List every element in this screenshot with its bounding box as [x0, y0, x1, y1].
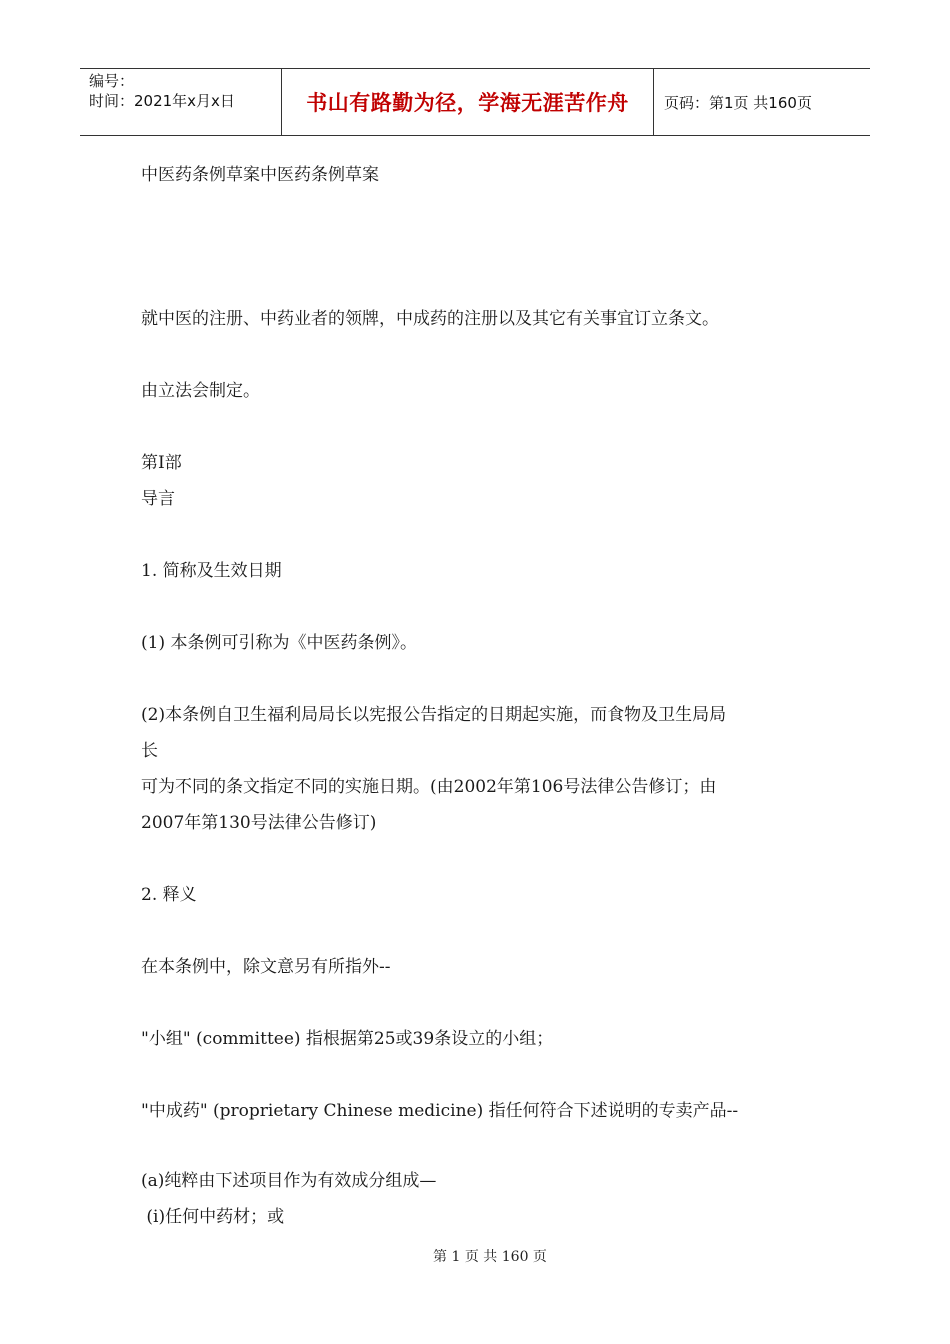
paragraph-text: (2)本条例自卫生福利局局长以宪报公告指定的日期起实施，而食物及卫生局局 — [141, 705, 727, 725]
definition-text: "中成药" (proprietary Chinese medicine) 指任何符合下述说明的专卖产品-- — [141, 1101, 739, 1121]
definition-text: "小组" (committee) 指根据第25或39条设立的小组； — [141, 1029, 554, 1049]
paragraph-text: 在本条例中，除文意另有所指外-- — [141, 957, 391, 977]
part-title: 导言 — [141, 489, 175, 509]
header-meta-cell — [80, 69, 282, 135]
paragraph-text: (a)纯粹由下述项目作为有效成分组成— — [141, 1171, 437, 1191]
enactment-text: 由立法会制定。 — [141, 381, 260, 401]
header-page-info: 页码：第1页 共160页 — [664, 93, 812, 112]
section-heading-2: 2. 释义 — [141, 885, 197, 905]
document-title: 中医药条例草案中医药条例草案 — [141, 165, 379, 185]
header-motto: 书山有路勤为径，学海无涯苦作舟 — [282, 69, 654, 135]
preamble-text: 就中医的注册、中药业者的领牌，中成药的注册以及其它有关事宜订立条文。 — [141, 309, 719, 329]
number-label: 编号： — [89, 72, 135, 90]
time-label: 时间：2021年x月x日 — [89, 92, 235, 110]
paragraph-text: 可为不同的条文指定不同的实施日期。(由2002年第106号法律公告修订；由 — [141, 777, 717, 797]
paragraph-text: (i)任何中药材；或 — [141, 1207, 285, 1227]
section-heading-1: 1. 简称及生效日期 — [141, 561, 282, 581]
paragraph-text: 2007年第130号法律公告修订) — [141, 813, 377, 833]
part-heading: 第I部 — [141, 453, 182, 473]
paragraph-text: (1) 本条例可引称为《中医药条例》。 — [141, 633, 417, 653]
document-header — [80, 68, 870, 136]
paragraph-text: 长 — [141, 741, 158, 761]
page-footer: 第 1 页 共 160 页 — [433, 1249, 547, 1265]
